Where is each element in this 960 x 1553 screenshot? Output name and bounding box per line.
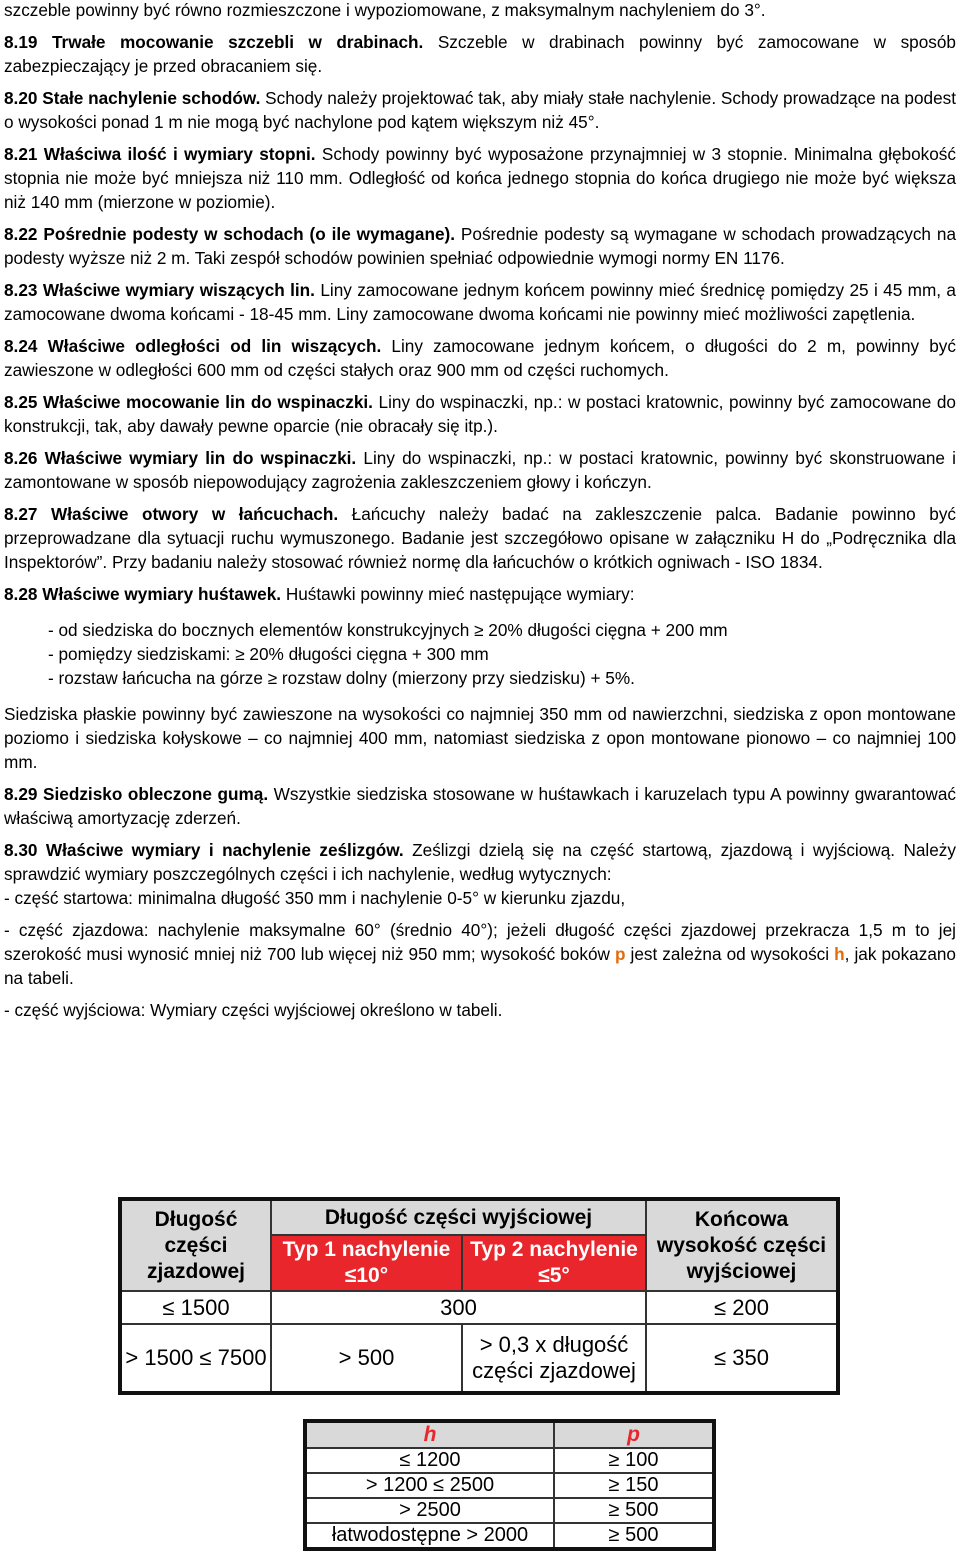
header-exit-length: Długość części wyjściowej: [271, 1199, 646, 1235]
variable-h: h: [834, 944, 845, 964]
header-type-2: Typ 2 nachylenie ≤5°: [462, 1235, 646, 1291]
paragraph-8-23: 8.23 Właściwe wymiary wiszących lin. Liny zamocowane jednym końcem powinny mieć średnicę pomiędzy 25 i 45 mm, a zamocowane dwoma końcami - 18-45 mm. Liny zamocowane dwoma końcami nie powinny mieć możliwości zapętlenia.: [4, 280, 956, 324]
paragraph-8-22: 8.22 Pośrednie podesty w schodach (o ile wymagane). Pośrednie podesty są wymagane w schodach prowadzących na podesty wyższe niż 2 m. Taki zespół schodów powinien spełniać odpowiednie wymogi normy EN 1176.: [4, 224, 956, 268]
table-cell: ≤ 1500: [120, 1291, 271, 1324]
paragraph-8-24: 8.24 Właściwe odległości od lin wiszących. Liny zamocowane jednym końcem, o długości do 2 m, powinny być zawieszone w odległości 600 mm od części stałych oraz 900 mm od części ruchomych.: [4, 336, 956, 380]
table-cell: > 0,3 x długość części zjazdowej: [462, 1324, 646, 1393]
paragraph-8-20: 8.20 Stałe nachylenie schodów. Schody należy projektować tak, aby miały stałe nachylenie. Schody prowadzące na podest o wysokości ponad 1 m nie mogą być nachylone pod kątem większym niż 45°.: [4, 88, 956, 132]
table-cell: ≤ 1200: [305, 1448, 554, 1473]
table-cell: ≥ 150: [554, 1473, 714, 1498]
section-title: 8.30 Właściwe wymiary i nachylenie ześlizgów.: [4, 840, 404, 860]
section-title: 8.28 Właściwe wymiary huśtawek.: [4, 584, 282, 604]
section-title: 8.27 Właściwe otwory w łańcuchach.: [4, 504, 339, 524]
paragraph-intro: szczeble powinny być równo rozmieszczone i wypoziomowane, z maksymalnym nachyleniem do 3°.: [4, 0, 766, 20]
table-row: [305, 1473, 714, 1498]
swing-dimensions-list: [48, 618, 956, 690]
section-title: 8.21 Właściwa ilość i wymiary stopni.: [4, 144, 316, 164]
table-cell: ≥ 500: [554, 1523, 714, 1549]
section-title: 8.24 Właściwe odległości od lin wiszących.: [4, 336, 382, 356]
paragraph-8-30: 8.30 Właściwe wymiary i nachylenie ześlizgów. Ześlizgi dzielą się na część startową, zjazdową i wyjściową. Należy sprawdzić wymiary poszczególnych części i ich nachylenie, według wytycznych:: [4, 840, 956, 884]
table-cell: > 2500: [305, 1498, 554, 1523]
table-cell: ≤ 350: [646, 1324, 838, 1393]
list-item: - od siedziska do bocznych elementów konstrukcyjnych ≥ 20% długości cięgna + 200 mm: [48, 620, 728, 640]
table-cell: > 500: [271, 1324, 462, 1393]
table-cell: > 1500 ≤ 7500: [120, 1324, 271, 1393]
side-height-table: [303, 1419, 716, 1551]
section-title: 8.22 Pośrednie podesty w schodach (o ile wymagane).: [4, 224, 456, 244]
section-title: 8.20 Stałe nachylenie schodów.: [4, 88, 261, 108]
table-row: [120, 1324, 838, 1393]
list-item: - pomiędzy siedziskami: ≥ 20% długości cięgna + 300 mm: [48, 644, 489, 664]
header-type-1: Typ 1 nachylenie ≤10°: [271, 1235, 462, 1291]
header-slide-length: Długość części zjazdowej: [120, 1199, 271, 1291]
section-title: 8.25 Właściwe mocowanie lin do wspinaczki.: [4, 392, 373, 412]
table-cell: ≥ 500: [554, 1498, 714, 1523]
exit-part-table: [118, 1197, 840, 1395]
table-row: [305, 1523, 714, 1549]
section-title: 8.26 Właściwe wymiary lin do wspinaczki.: [4, 448, 357, 468]
paragraph-seats: Siedziska płaskie powinny być zawieszone na wysokości co najmniej 350 mm od nawierzchni, siedziska z opon montowane poziomo i siedziska kołyskowe – co najmniej 400 mm, natomiast siedziska z opon montowane pionowo – co najmniej 100 mm.: [4, 704, 956, 772]
section-title: 8.23 Właściwe wymiary wiszących lin.: [4, 280, 315, 300]
paragraph-8-19: 8.19 Trwałe mocowanie szczebli w drabinach. Szczeble w drabinach powinny być zamocowane w sposób zabezpieczający je przed obracaniem się.: [4, 32, 956, 76]
document-page: [4, 0, 956, 1022]
table-cell: > 1200 ≤ 2500: [305, 1473, 554, 1498]
header-exit-height: Końcowa wysokość części wyjściowej: [646, 1199, 838, 1291]
header-p: p: [554, 1421, 714, 1448]
paragraph-8-27: 8.27 Właściwe otwory w łańcuchach. Łańcuchy należy badać na zakleszczenie palca. Badanie powinno być przeprowadzane dla sytuacji ruchu wymuszonego. Badanie jest szczegółowo opisane w załączniku H do „Podręcznika dla Inspektorów”. Przy badaniu należy stosować również normę dla łańcuchów o krótkich ogniwach - ISO 1834.: [4, 504, 957, 572]
paragraph-8-25: 8.25 Właściwe mocowanie lin do wspinaczki. Liny do wspinaczki, np.: w postaci kratownic, powinny być zamocowane do konstrukcji, tak, aby dawały pewne oparcie (nie obracały się itp.).: [4, 392, 956, 436]
paragraph-8-21: 8.21 Właściwa ilość i wymiary stopni. Schody powinny być wyposażone przynajmniej w 3 stopnie. Minimalna głębokość stopnia nie może być mniejsza niż 110 mm. Odległość od końca jednego stopnia do końca drugiego nie może być większa niż 140 mm (mierzone w poziomie).: [4, 144, 956, 212]
section-title: 8.29 Siedzisko obleczone gumą.: [4, 784, 269, 804]
paragraph-8-26: 8.26 Właściwe wymiary lin do wspinaczki. Liny do wspinaczki, np.: w postaci kratownic, powinny być skonstruowane i zamontowane w sposób niepowodujący zagrożenia zakleszczeniem głowy i kończyn.: [4, 448, 956, 492]
variable-p: p: [614, 944, 626, 964]
table-cell: ≤ 200: [646, 1291, 838, 1324]
slide-middle-part: - część zjazdowa: nachylenie maksymalne 60° (średnio 40°); jeżeli długość części zjazdowej przekracza 1,5 m to jej szerokość musi wynosić mniej niż 700 lub więcej niż 950 mm; wysokość boków p jest zależna od wysokości h, jak pokazano na tabeli.: [4, 920, 956, 988]
paragraph-8-28: 8.28 Właściwe wymiary huśtawek. Huśtawki powinny mieć następujące wymiary:: [4, 584, 635, 604]
list-item: - rozstaw łańcucha na górze ≥ rozstaw dolny (mierzony przy siedzisku) + 5%.: [48, 668, 635, 688]
table-cell: ≥ 100: [554, 1448, 714, 1473]
section-title: 8.19 Trwałe mocowanie szczebli w drabinach.: [4, 32, 424, 52]
paragraph-8-29: 8.29 Siedzisko obleczone gumą. Wszystkie siedziska stosowane w huśtawkach i karuzelach typu A powinny gwarantować właściwą amortyzację zderzeń.: [4, 784, 957, 828]
slide-start-part: - część startowa: minimalna długość 350 mm i nachylenie 0-5° w kierunku zjazdu,: [4, 888, 626, 908]
table-cell: łatwodostępne > 2000: [305, 1523, 554, 1549]
table-cell: 300: [271, 1291, 646, 1324]
table-row: [305, 1498, 714, 1523]
slide-exit-part: - część wyjściowa: Wymiary części wyjściowej określono w tabeli.: [4, 1000, 503, 1020]
table-row: [120, 1291, 838, 1324]
header-h: h: [305, 1421, 554, 1448]
table-row: [305, 1448, 714, 1473]
